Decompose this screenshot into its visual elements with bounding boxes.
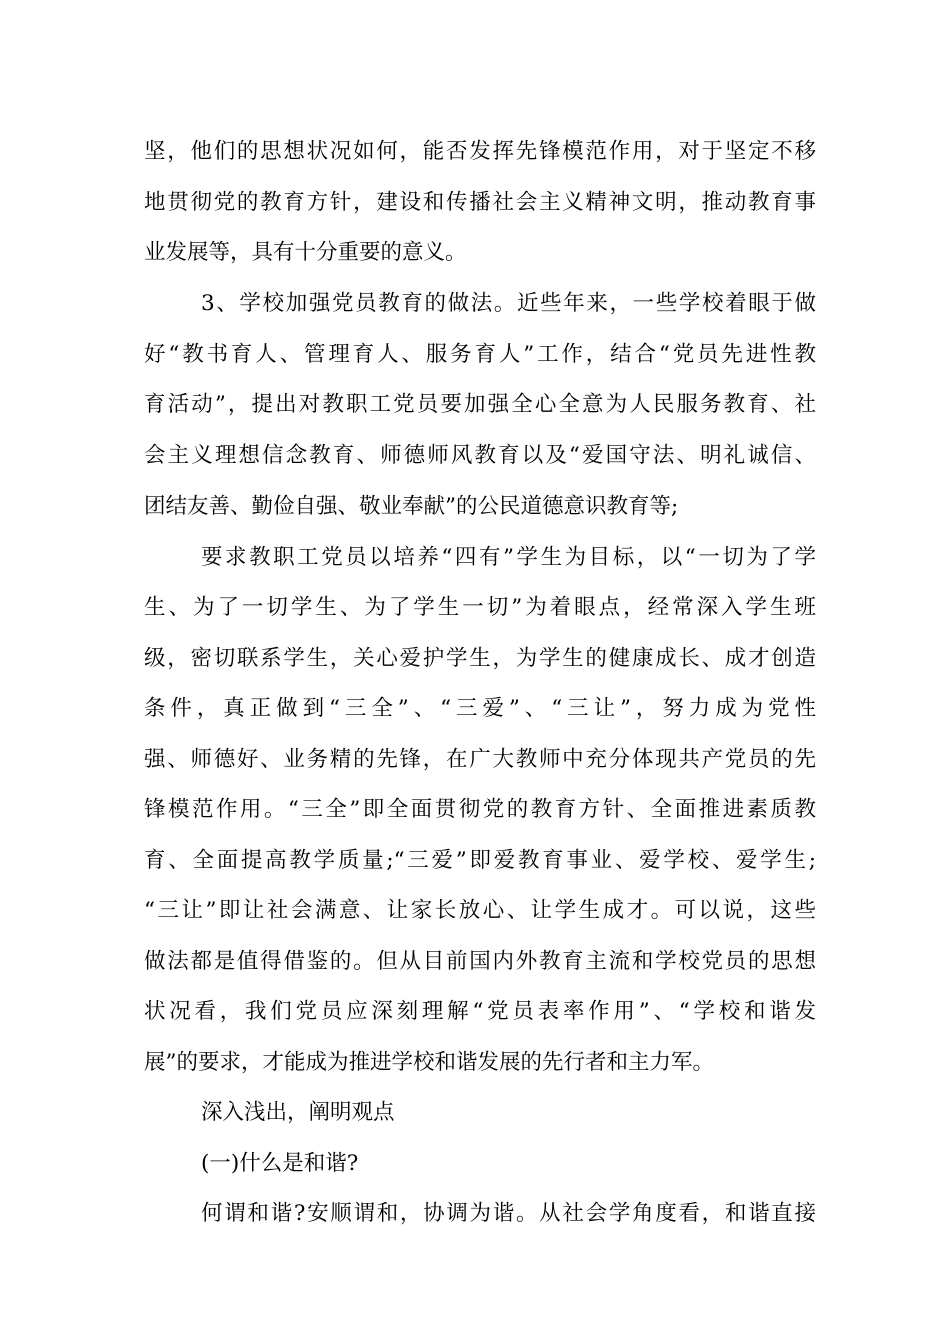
- text-line: 生、为了一切学生、为了学生一切”为着眼点，经常深入学生班: [144, 595, 816, 620]
- section-heading: 深入浅出，阐明观点: [201, 1100, 395, 1125]
- text-line: 3、学校加强党员教育的做法。近些年来，一些学校着眼于做: [201, 291, 816, 316]
- text-line: “三让”即让社会满意、让家长放心、让学生成才。可以说，这些: [144, 898, 816, 923]
- text-line: 业发展等，具有十分重要的意义。: [144, 240, 467, 265]
- text-line: 强、师德好、业务精的先锋，在广大教师中充分体现共产党员的先: [144, 747, 816, 772]
- text-line: 要求教职工党员以培养“四有”学生为目标，以“一切为了学: [201, 545, 816, 570]
- text-line: 展”的要求，才能成为推进学校和谐发展的先行者和主力军。: [144, 1050, 714, 1075]
- text-line: 条件，真正做到“三全”、“三爱”、“三让”，努力成为党性: [144, 696, 816, 721]
- text-line: 坚，他们的思想状况如何，能否发挥先锋模范作用，对于坚定不移: [144, 139, 816, 164]
- text-line: 何谓和谐?安顺谓和，协调为谐。从社会学角度看，和谐直接: [201, 1201, 816, 1226]
- text-line: 育、全面提高教学质量;“三爱”即爱教育事业、爱学校、爱学生;: [144, 848, 816, 873]
- text-line: 育活动”，提出对教职工党员要加强全心全意为人民服务教育、社: [144, 392, 816, 417]
- text-line: 会主义理想信念教育、师德师风教育以及“爱国守法、明礼诚信、: [144, 443, 816, 468]
- text-line: 级，密切联系学生，关心爱护学生，为学生的健康成长、成才创造: [144, 646, 816, 671]
- text-line: 状况看，我们党员应深刻理解“党员表率作用”、“学校和谐发: [144, 999, 816, 1024]
- text-line: 团结友善、勤俭自强、敬业奉献”的公民道德意识教育等;: [144, 494, 679, 519]
- text-line: 地贯彻党的教育方针，建设和传播社会主义精神文明，推动教育事: [144, 190, 816, 215]
- text-line: 做法都是值得借鉴的。但从目前国内外教育主流和学校党员的思想: [144, 949, 816, 974]
- text-line: 锋模范作用。“三全”即全面贯彻党的教育方针、全面推进素质教: [144, 797, 816, 822]
- subsection-heading: (一)什么是和谐?: [201, 1151, 359, 1176]
- text-line: 好“教书育人、管理育人、服务育人”工作，结合“党员先进性教: [144, 342, 816, 367]
